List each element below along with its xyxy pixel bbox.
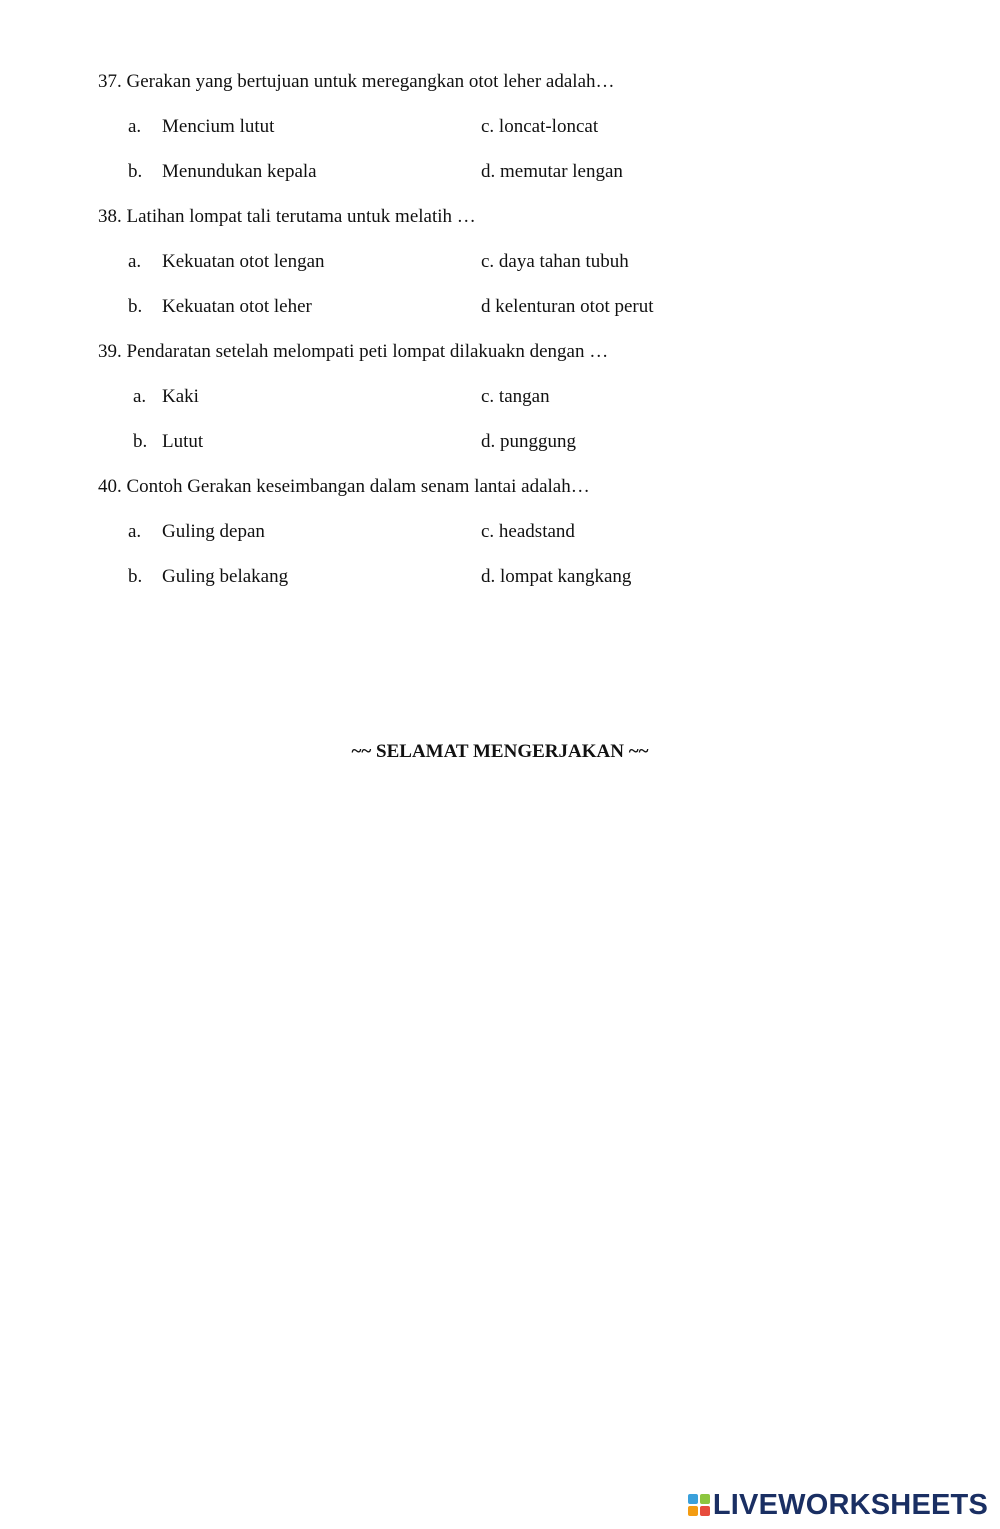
- question-39-text: 39. Pendaratan setelah melompati peti lompat dilakuakn dengan …: [98, 341, 609, 362]
- question-40-option-d: d. lompat kangkang: [481, 566, 632, 587]
- question-37-option-b-letter: b.: [128, 161, 143, 182]
- question-39-option-b-letter: b.: [133, 431, 148, 452]
- question-38-option-a-text: Kekuatan otot lengan: [162, 251, 325, 272]
- logo-square-red: [700, 1506, 710, 1516]
- question-39-option-b-text: Lutut: [162, 431, 204, 452]
- question-37-text: 37. Gerakan yang bertujuan untuk meregangkan otot leher adalah…: [98, 71, 615, 92]
- watermark-text: LIVEWORKSHEETS: [712, 1489, 988, 1521]
- question-38-option-b-text: Kekuatan otot leher: [162, 296, 312, 317]
- question-37-option-a-letter: a.: [128, 116, 142, 137]
- question-37-option-c: c. loncat-loncat: [481, 116, 599, 137]
- logo-square-green: [700, 1494, 710, 1504]
- question-40-option-b-letter: b.: [128, 566, 143, 587]
- liveworksheets-logo-icon: [688, 1494, 710, 1516]
- closing-message: ~~ SELAMAT MENGERJAKAN ~~: [351, 741, 649, 762]
- question-39-option-d: d. punggung: [481, 431, 576, 452]
- question-38-text: 38. Latihan lompat tali terutama untuk melatih …: [98, 206, 476, 227]
- question-37-option-d: d. memutar lengan: [481, 161, 623, 182]
- question-40-option-c: c. headstand: [481, 521, 575, 542]
- question-38-option-d: d kelenturan otot perut: [481, 296, 654, 317]
- question-37-option-a-text: Mencium lutut: [162, 116, 275, 137]
- question-40-option-a-text: Guling depan: [162, 521, 265, 542]
- liveworksheets-watermark: [688, 1489, 988, 1521]
- logo-square-orange: [688, 1506, 698, 1516]
- question-38-option-a-letter: a.: [128, 251, 142, 272]
- question-37-option-b-text: Menundukan kepala: [162, 161, 317, 182]
- question-38-option-c: c. daya tahan tubuh: [481, 251, 629, 272]
- question-40-text: 40. Contoh Gerakan keseimbangan dalam senam lantai adalah…: [98, 476, 590, 497]
- question-40-option-b-text: Guling belakang: [162, 566, 289, 587]
- question-39-option-c: c. tangan: [481, 386, 550, 407]
- question-39-option-a-text: Kaki: [162, 386, 199, 407]
- logo-square-blue: [688, 1494, 698, 1504]
- question-39-option-a-letter: a.: [133, 386, 147, 407]
- question-38-option-b-letter: b.: [128, 296, 143, 317]
- question-40-option-a-letter: a.: [128, 521, 142, 542]
